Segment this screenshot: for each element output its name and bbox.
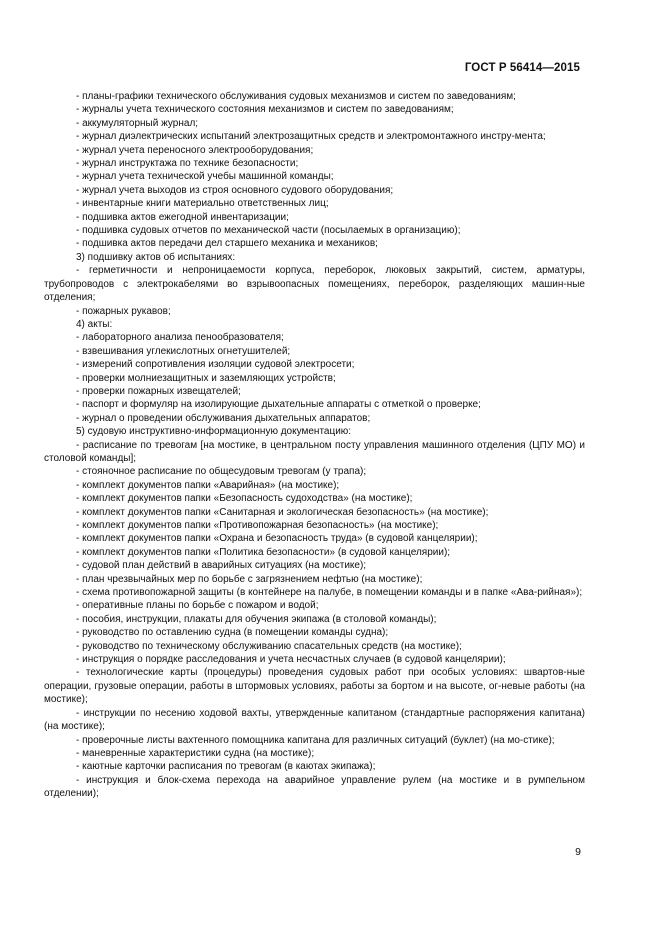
list-item: - руководство по оставлению судна (в помещении команды судна); <box>76 627 389 639</box>
list-item: - каютные карточки расписания по тревогам (в каютах экипажа); <box>76 761 376 773</box>
list-item: - подшивка актов передачи дел старшего механика и механиков; <box>76 238 378 250</box>
list-item: - инструкция о порядке расследования и учета несчастных случаев (в судовой канцелярии); <box>76 654 506 666</box>
list-item: - журнал инструктажа по технике безопасности; <box>76 158 299 170</box>
list-item: - инструкция и блок-схема перехода на аварийное управление рулем (на мостике и в румпельном отделении); <box>44 774 585 800</box>
list-item: - комплект документов папки «Аварийная» (на мостике); <box>76 479 340 491</box>
list-item: - журнал диэлектрических испытаний электрозащитных средств и электромонтажного инстру-ментa; <box>76 131 546 143</box>
list-item: - судовой план действий в аварийных ситуациях (на мостике); <box>76 560 367 572</box>
section-heading: 5) судовую инструктивно-информационную документацию: <box>76 426 352 438</box>
list-item: - технологические карты (процедуры) проведения судовых работ при особых условиях: швартов-ные операции, грузовые операции, работы в штормовых условиях, работы за бортом и на высоте, ог-невые работы (на мостике); <box>44 667 585 706</box>
list-item: - подшивка судовых отчетов по механической части (посылаемых в организацию); <box>76 225 461 237</box>
list-item: - лабораторного анализа пенообразователя; <box>76 332 284 344</box>
list-item: - аккумуляторный журнал; <box>76 117 199 129</box>
list-item: - измерений сопротивления изоляции судовой электросети; <box>76 359 355 371</box>
page-number: 9 <box>575 846 581 858</box>
list-item: - комплект документов папки «Охрана и безопасность труда» (в судовой канцелярии); <box>76 533 478 545</box>
list-item: - расписание по тревогам [на мостике, в центральном посту управления машинного отделения (ЦПУ МО) и столовой команды]; <box>44 439 585 464</box>
list-item: - схема противопожарной защиты (в контейнере на палубе, в помещении команды и в папке «Ава-рийная»); <box>76 587 583 599</box>
list-item: - пособия, инструкции, плакаты для обучения экипажа (в столовой команды); <box>76 613 437 625</box>
list-item: - комплект документов папки «Противопожарная безопасность» (на мостике); <box>76 520 439 531</box>
list-item: - планы-графики технического обслуживания судовых механизмов и систем по заведованиям; <box>76 91 516 102</box>
list-item: - комплект документов папки «Политика безопасности» (в судовой канцелярии); <box>76 546 451 558</box>
list-item: - журналы учета технического состояния механизмов и систем по заведованиям; <box>76 104 454 116</box>
document-body <box>44 90 585 801</box>
list-item: - журнал учета переносного электрооборудования; <box>76 144 314 156</box>
list-item: - проверки молниезащитных и заземляющих устройств; <box>76 372 336 384</box>
list-item: - пожарных рукавов; <box>76 305 171 317</box>
list-item: - комплект документов папки «Санитарная и экологическая безопасность» (на мостике); <box>76 506 489 518</box>
list-item: - маневренные характеристики судна (на мостике); <box>76 747 315 759</box>
list-item: - план чрезвычайных мер по борьбе с загрязнением нефтью (на мостике); <box>76 573 423 585</box>
list-item: - оперативные планы по борьбе с пожаром и водой; <box>76 600 319 612</box>
section-heading: 3) подшивку актов об испытаниях: <box>76 251 236 263</box>
standard-code-header: ГОСТ Р 56414—2015 <box>464 62 580 74</box>
list-item: - подшивка актов ежегодной инвентаризации; <box>76 211 289 223</box>
list-item: - взвешивания углекислотных огнетушителей; <box>76 345 291 357</box>
section-heading: 4) акты: <box>76 318 113 330</box>
list-item: - проверки пожарных извещателей; <box>76 385 241 397</box>
list-item: - журнал о проведении обслуживания дыхательных аппаратов; <box>76 412 371 424</box>
list-item: - журнал учета выходов из строя основного судового оборудования; <box>76 184 394 196</box>
list-item: - стояночное расписание по общесудовым тревогам (у трапа); <box>76 466 367 478</box>
list-item: - проверочные листы вахтенного помощника капитана для различных ситуаций (буклет) (на мо-стике); <box>76 734 555 746</box>
list-item: - герметичности и непроницаемости корпуса, переборок, люковых закрытий, систем, арматуры, трубопроводов с электрокабелями во взрывоопасных помещениях, переборок, разделяющих машин-ные отделения; <box>44 265 585 304</box>
list-item: - инвентарные книги материально ответственных лиц; <box>76 198 329 210</box>
list-item: - руководство по техническому обслуживанию спасательных средств (на мостике); <box>76 640 462 652</box>
list-item: - журнал учета технической учебы машинной команды; <box>76 171 334 183</box>
list-item: - инструкции по несению ходовой вахты, утвержденные капитаном (стандартные распоряжения капитана) (на мостике); <box>44 707 585 733</box>
list-item: - комплект документов папки «Безопасность судоходства» (на мостике); <box>76 493 413 505</box>
list-item: - паспорт и формуляр на изолирующие дыхательные аппараты с отметкой о проверке; <box>76 399 481 411</box>
